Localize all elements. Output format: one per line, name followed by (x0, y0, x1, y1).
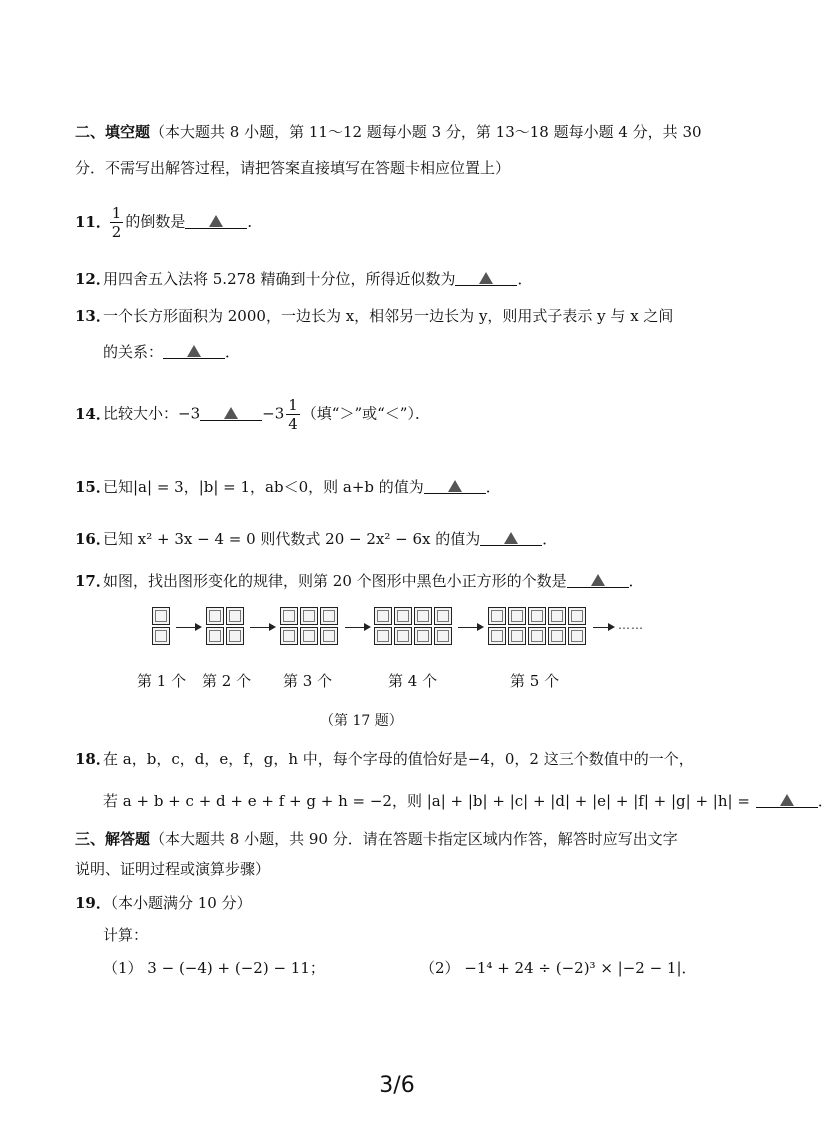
triangle-icon (448, 480, 462, 492)
small-square (568, 627, 586, 645)
small-square (320, 627, 338, 645)
fraction-one-quarter (286, 396, 300, 433)
question-end: ． (225, 343, 241, 361)
small-square (226, 627, 244, 645)
fraction-numerator: 1 (288, 396, 298, 414)
small-square (508, 607, 526, 625)
question-end: ． (817, 792, 833, 810)
section-2-title: 二、填空题 (75, 123, 151, 141)
question-number: 15． (75, 478, 111, 496)
question-text-line2: 的关系： (103, 343, 164, 361)
fraction-denominator: 2 (111, 223, 122, 241)
small-square (548, 607, 566, 625)
answer-blank[interactable] (163, 342, 225, 359)
question-16 (75, 528, 557, 549)
section-2-desc-line1: （本大题共 8 小题，第 11～12 题每小题 3 分，第 13～18 题每小题 4 分，共 30 (150, 123, 702, 141)
question-end: ． (485, 478, 501, 496)
section-3-heading (75, 828, 678, 849)
question-end: ． (247, 212, 263, 231)
small-square (206, 627, 224, 645)
small-square (394, 627, 412, 645)
question-19 (75, 892, 252, 913)
small-square (280, 607, 298, 625)
small-square (374, 607, 392, 625)
question-text-line1: 一个长方形面积为 2000，一边长为 x，相邻另一边长为 y，则用式子表示 y 与 x 之间 (103, 307, 674, 325)
small-square (374, 627, 392, 645)
question-text-mid: −3 (262, 404, 285, 423)
answer-blank[interactable] (567, 571, 629, 588)
fraction-numerator: 1 (111, 204, 122, 222)
arrow-icon (176, 627, 200, 628)
question-13 (75, 305, 673, 326)
question-number: 17． (75, 572, 111, 590)
small-square (528, 607, 546, 625)
question-19-calc: 计算： (103, 926, 149, 944)
question-18-line2 (103, 790, 833, 811)
small-square (434, 607, 452, 625)
small-square (414, 607, 432, 625)
answer-blank[interactable] (455, 269, 517, 286)
question-number: 19． (75, 894, 111, 912)
arrow-icon (593, 627, 613, 628)
question-text-line2: 若 a + b + c + d + e + f + g + h = −2，则 |a| + |b| + |c| + |d| + |e| + |f| + |g| + |h| = (103, 792, 750, 810)
figure-label-5: 第 5 个 (510, 672, 560, 690)
question-text-line1: 在 a，b，c，d，e，f，g，h 中，每个字母的值恰好是−4，0，2 这三个数值中的一个， (103, 750, 694, 768)
question-19-part-1: （1） 3 − (−4) + (−2) − 11； (103, 959, 325, 977)
triangle-icon (479, 272, 493, 284)
answer-blank[interactable] (424, 477, 486, 494)
question-text-pre: 比较大小：−3 (103, 404, 201, 423)
fraction-one-half (110, 204, 124, 241)
section-3-desc-line1: （本大题共 8 小题，共 90 分．请在答题卡指定区域内作答，解答时应写出文字 (150, 830, 678, 848)
question-number: 11． (75, 212, 111, 231)
small-square (300, 627, 318, 645)
answer-blank[interactable] (185, 212, 247, 229)
answer-blank[interactable] (756, 791, 818, 808)
question-19-part-2: （2） −1⁴ + 24 ÷ (−2)³ × |−2 − 1|． (420, 959, 697, 977)
triangle-icon (591, 574, 605, 586)
triangle-icon (209, 215, 223, 227)
question-end: ． (628, 572, 644, 590)
small-square (226, 607, 244, 625)
question-number: 13． (75, 307, 111, 325)
question-17 (75, 570, 644, 591)
question-text: 已知 x² + 3x − 4 = 0 则代数式 20 − 2x² − 6x 的值为 (103, 530, 481, 548)
small-square (414, 627, 432, 645)
question-number: 16． (75, 530, 111, 548)
section-3-title: 三、解答题 (75, 830, 151, 848)
question-text: 如图，找出图形变化的规律，则第 20 个图形中黑色小正方形的个数是 (103, 572, 567, 590)
arrow-icon (250, 627, 274, 628)
question-13-line2 (103, 341, 240, 362)
question-11 (75, 204, 262, 241)
question-text: 已知|a| = 3，|b| = 1，ab＜0，则 a+b 的值为 (103, 478, 424, 496)
page-number: 3/6 (379, 1073, 415, 1098)
figure-label-1: 第 1 个 (137, 672, 187, 690)
small-square (508, 627, 526, 645)
triangle-icon (224, 407, 238, 419)
question-end: ． (517, 270, 533, 288)
figure-label-3: 第 3 个 (283, 672, 333, 690)
section-2-desc-line2: 分．不需写出解答过程，请把答案直接填写在答题卡相应位置上） (75, 159, 511, 177)
small-square (206, 607, 224, 625)
arrow-icon (458, 627, 482, 628)
small-square (548, 627, 566, 645)
question-text: 用四舍五入法将 5.278 精确到十分位，所得近似数为 (103, 270, 456, 288)
section-3-desc-line2: 说明、证明过程或演算步骤） (75, 860, 271, 878)
small-square (488, 607, 506, 625)
small-square (320, 607, 338, 625)
triangle-icon (504, 532, 518, 544)
square-pattern-figure (150, 605, 650, 665)
question-head: （本小题满分 10 分） (103, 894, 252, 912)
fraction-denominator: 4 (288, 415, 298, 433)
small-square (300, 607, 318, 625)
small-square (568, 607, 586, 625)
small-square (394, 607, 412, 625)
question-12 (75, 268, 533, 289)
question-18 (75, 748, 694, 769)
answer-blank[interactable] (200, 404, 262, 421)
section-2-heading (75, 121, 702, 142)
small-square (434, 627, 452, 645)
answer-blank[interactable] (480, 529, 542, 546)
triangle-icon (187, 345, 201, 357)
arrow-icon (345, 627, 369, 628)
small-square (528, 627, 546, 645)
question-text-post: （填“＞”或“＜”）． (301, 404, 430, 423)
small-square (152, 607, 170, 625)
small-square (280, 627, 298, 645)
question-text: 的倒数是 (125, 212, 186, 231)
question-14 (75, 396, 430, 433)
small-square (152, 627, 170, 645)
figure-label-4: 第 4 个 (388, 672, 438, 690)
ellipsis: …… (618, 618, 644, 632)
question-15 (75, 476, 501, 497)
figure-caption: （第 17 题） (320, 713, 403, 729)
question-number: 12． (75, 270, 111, 288)
figure-label-2: 第 2 个 (202, 672, 252, 690)
question-end: ． (542, 530, 558, 548)
triangle-icon (780, 794, 794, 806)
question-number: 14． (75, 404, 111, 423)
small-square (488, 627, 506, 645)
question-number: 18． (75, 750, 111, 768)
